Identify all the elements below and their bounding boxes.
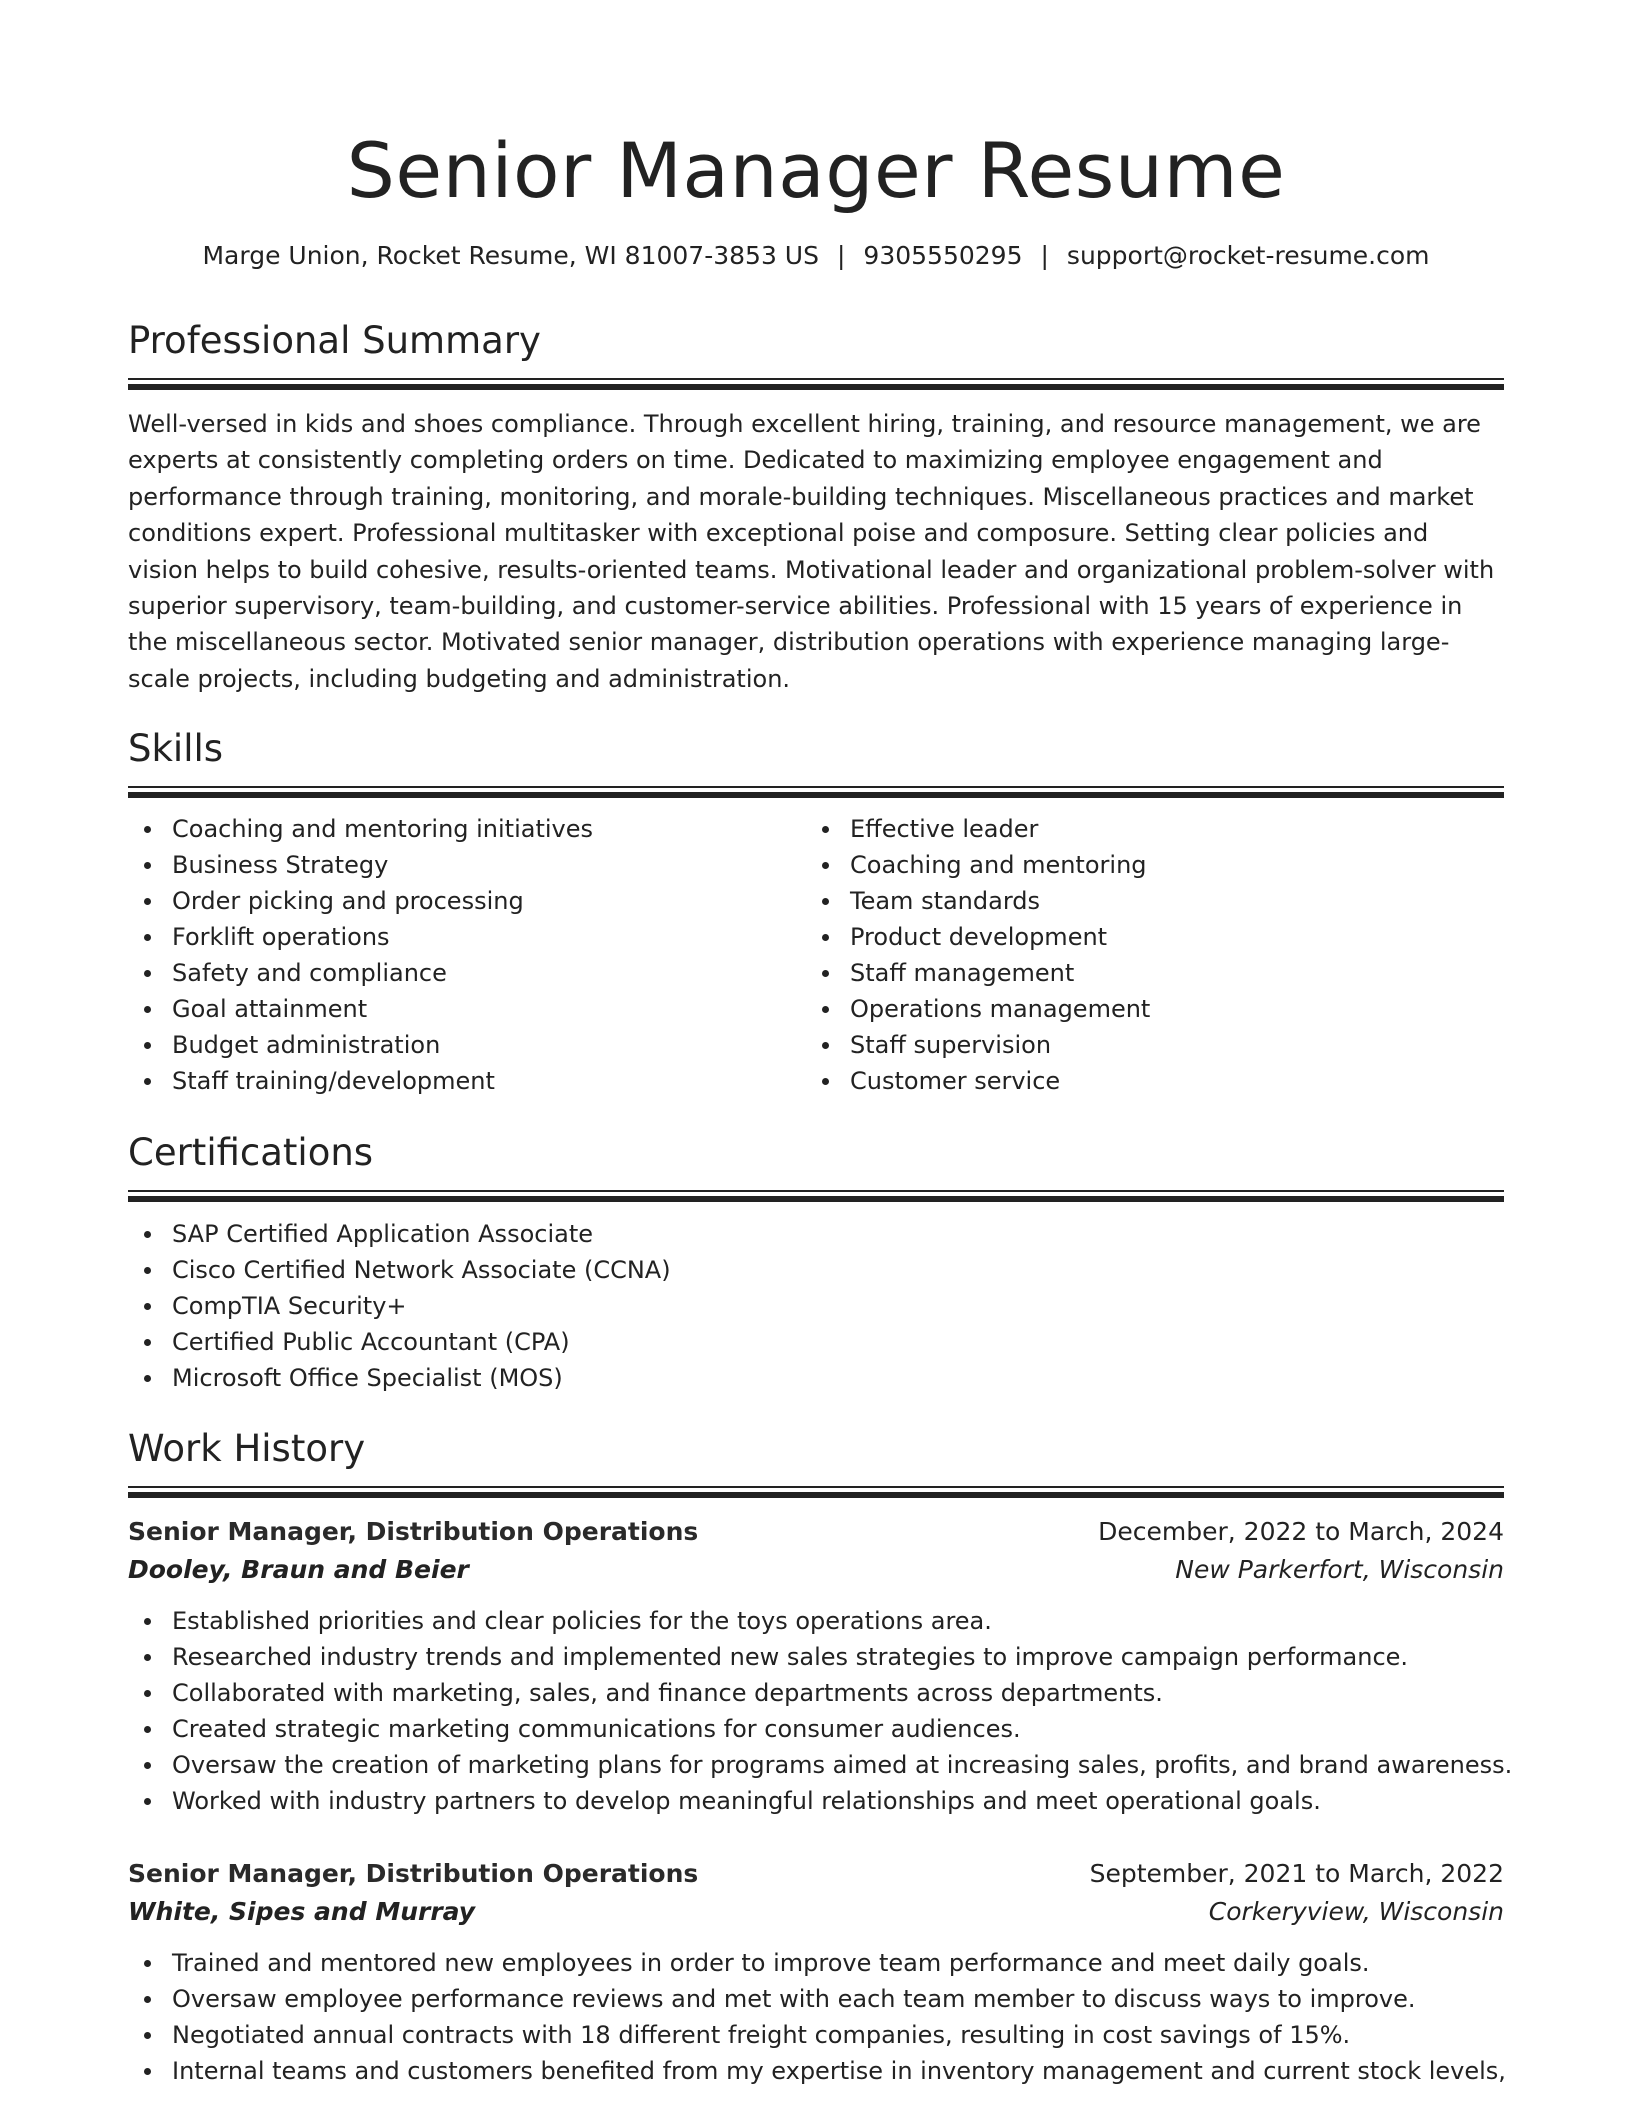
skills-list-left bbox=[128, 811, 788, 1099]
work-history-heading: Work History bbox=[128, 1427, 366, 1470]
job-bullet: Researched industry trends and implemented new sales strategies to improve campaign performance. bbox=[128, 1639, 1504, 1675]
section-divider bbox=[128, 786, 1504, 798]
summary-text: Well-versed in kids and shoes compliance. Through excellent hiring, training, and resource management, we are experts at consistently completing orders on time. Dedicated to maximizing employee engagement and performance through training, monitoring, and morale-building techniques. Miscellaneous practices and market conditions expert. Professional multitasker with exceptional poise and composure. Setting clear policies and vision helps to build cohesive, results-oriented teams. Motivational leader and organizational problem-solver with superior supervisory, team-building, and customer-service abilities. Professional with 15 years of experience in the miscellaneous sector. Motivated senior manager, distribution operations with experience managing large-scale projects, including budgeting and administration. bbox=[128, 410, 1495, 693]
section-divider bbox=[128, 1190, 1504, 1202]
skills-list-right bbox=[806, 811, 1466, 1099]
contact-phone: 9305550295 bbox=[863, 241, 1023, 270]
job-location: New Parkerfort, Wisconsin bbox=[1175, 1555, 1504, 1584]
job-bullets bbox=[128, 1945, 1504, 2089]
summary-heading: Professional Summary bbox=[128, 319, 541, 362]
resume-title: Senior Manager Resume bbox=[346, 126, 1286, 215]
certification-item: Microsoft Office Specialist (MOS) bbox=[128, 1360, 671, 1396]
job-company: Dooley, Braun and Beier bbox=[128, 1555, 469, 1584]
job-header-row bbox=[128, 1513, 1504, 1551]
work-history-section-header bbox=[128, 1424, 1504, 1498]
contact-line bbox=[128, 236, 1504, 276]
skill-item: Coaching and mentoring bbox=[806, 847, 1466, 883]
job-bullet: Oversaw the creation of marketing plans for programs aimed at increasing sales, profits, and brand awareness. bbox=[128, 1747, 1504, 1783]
skill-item: Staff supervision bbox=[806, 1027, 1466, 1063]
contact-separator: | bbox=[836, 241, 846, 270]
certifications-heading: Certifications bbox=[128, 1131, 374, 1174]
skills-heading: Skills bbox=[128, 727, 224, 770]
job-entry bbox=[128, 1513, 1513, 1819]
job-bullet: Negotiated annual contracts with 18 different freight companies, resulting in cost savings of 15%. bbox=[128, 2017, 1504, 2053]
skill-item: Customer service bbox=[806, 1063, 1466, 1099]
job-company-row bbox=[128, 1551, 1504, 1589]
summary-section-header bbox=[128, 316, 1504, 390]
job-bullet: Worked with industry partners to develop meaningful relationships and meet operational goals. bbox=[128, 1783, 1504, 1819]
certification-item: Cisco Certified Network Associate (CCNA) bbox=[128, 1252, 671, 1288]
skill-item: Staff training/development bbox=[128, 1063, 788, 1099]
job-bullet: Internal teams and customers benefited from my expertise in inventory management and current stock levels, bbox=[128, 2053, 1504, 2089]
contact-email: support@rocket-resume.com bbox=[1066, 241, 1430, 270]
job-bullet: Created strategic marketing communications for consumer audiences. bbox=[128, 1711, 1504, 1747]
certifications-section-header bbox=[128, 1128, 1504, 1202]
section-divider bbox=[128, 1486, 1504, 1498]
job-dates: September, 2021 to March, 2022 bbox=[1089, 1859, 1504, 1888]
job-location: Corkeryview, Wisconsin bbox=[1208, 1897, 1504, 1926]
certification-item: SAP Certified Application Associate bbox=[128, 1216, 671, 1252]
job-bullet: Established priorities and clear policies for the toys operations area. bbox=[128, 1603, 1504, 1639]
skill-item: Business Strategy bbox=[128, 847, 788, 883]
skill-item: Goal attainment bbox=[128, 991, 788, 1027]
skill-item: Safety and compliance bbox=[128, 955, 788, 991]
job-dates: December, 2022 to March, 2024 bbox=[1098, 1517, 1504, 1546]
job-bullet: Collaborated with marketing, sales, and finance departments across departments. bbox=[128, 1675, 1504, 1711]
skill-item: Coaching and mentoring initiatives bbox=[128, 811, 788, 847]
skill-item: Operations management bbox=[806, 991, 1466, 1027]
job-bullets bbox=[128, 1603, 1513, 1819]
job-title: Senior Manager, Distribution Operations bbox=[128, 1517, 699, 1546]
skill-item: Staff management bbox=[806, 955, 1466, 991]
job-company-row bbox=[128, 1893, 1504, 1931]
section-divider bbox=[128, 378, 1504, 390]
job-bullet: Trained and mentored new employees in order to improve team performance and meet daily goals. bbox=[128, 1945, 1504, 1981]
job-bullet: Oversaw employee performance reviews and met with each team member to discuss ways to improve. bbox=[128, 1981, 1504, 2017]
certifications-list bbox=[128, 1216, 671, 1396]
skill-item: Order picking and processing bbox=[128, 883, 788, 919]
skill-item: Product development bbox=[806, 919, 1466, 955]
skill-item: Effective leader bbox=[806, 811, 1466, 847]
skills-section-header bbox=[128, 724, 1504, 798]
skill-item: Budget administration bbox=[128, 1027, 788, 1063]
job-company: White, Sipes and Murray bbox=[128, 1897, 476, 1926]
certification-item: Certified Public Accountant (CPA) bbox=[128, 1324, 671, 1360]
job-header-row bbox=[128, 1855, 1504, 1893]
contact-separator: | bbox=[1040, 241, 1049, 270]
job-entry bbox=[128, 1855, 1504, 2089]
skill-item: Forklift operations bbox=[128, 919, 788, 955]
certification-item: CompTIA Security+ bbox=[128, 1288, 671, 1324]
job-title: Senior Manager, Distribution Operations bbox=[128, 1859, 699, 1888]
skill-item: Team standards bbox=[806, 883, 1466, 919]
contact-address: Marge Union, Rocket Resume, WI 81007-3853 US bbox=[202, 241, 819, 270]
